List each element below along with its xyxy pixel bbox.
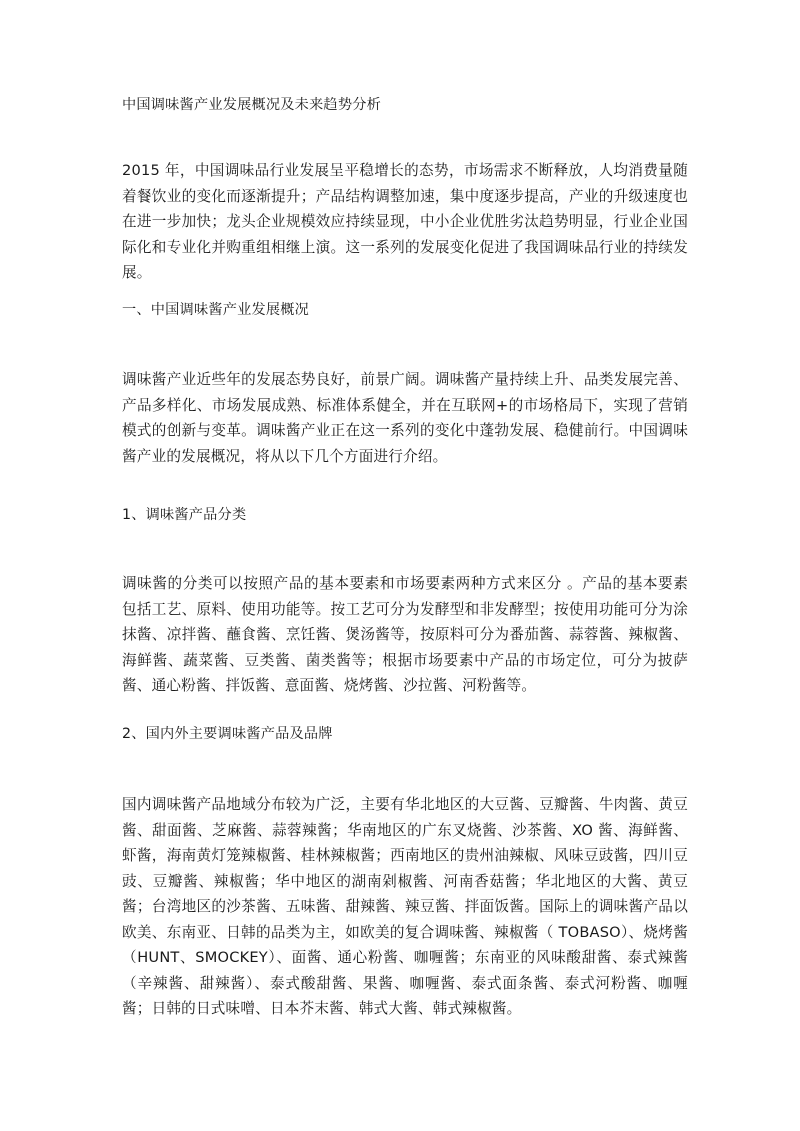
subsection-heading-classification: 1、调味酱产品分类 bbox=[122, 507, 247, 523]
subsection-heading-brands: 2、国内外主要调味酱产品及品牌 bbox=[122, 726, 333, 742]
brands-paragraph: 国内调味酱产品地域分布较为广泛，主要有华北地区的大豆酱、豆瓣酱、牛肉酱、黄豆酱、甜面酱、芝麻酱、蒜蓉辣酱；华南地区的广东叉烧酱、沙茶酱、XO 酱、海鲜酱、虾酱，海南黄灯笼辣椒酱、桂林辣椒酱；西南地区的贵州油辣椒、风味豆豉酱，四川豆豉、豆瓣酱、辣椒酱；华中地区的湖南剁椒酱、河南香菇酱；华北地区的大酱、黄豆酱；台湾地区的沙茶酱、五味酱、甜辣酱、辣豆酱、拌面饭酱。国际上的调味酱产品以欧美、东南亚、日韩的品类为主，如欧美的复合调味酱、辣椒酱（ TOBASO）、烧烤酱（HUNT、SMOCKEY）、面酱、通心粉酱、咖喱酱；东南亚的风味酸甜酱、泰式辣酱（辛辣酱、甜辣酱）、泰式酸甜酱、果酱、咖喱酱、泰式面条酱、泰式河粉酱、咖喱酱；日韩的日式味噌、日本芥末酱、韩式大酱、韩式辣椒酱。 bbox=[122, 796, 688, 1017]
document-title: 中国调味酱产业发展概况及未来趋势分析 bbox=[122, 97, 381, 113]
intro-paragraph: 2015 年，中国调味品行业发展呈平稳增长的态势，市场需求不断释放，人均消费量随着餐饮业的变化而逐渐提升；产品结构调整加速，集中度逐步提高，产业的升级速度也在进一步加快；龙头企业规模效应持续显现，中小企业优胜劣汰趋势明显，行业企业国际化和专业化并购重组相继上演。这一系列的发展变化促进了我国调味品行业的持续发展。 bbox=[122, 162, 688, 281]
section-heading-overview: 一、中国调味酱产业发展概况 bbox=[122, 302, 310, 318]
overview-paragraph: 调味酱产业近些年的发展态势良好，前景广阔。调味酱产量持续上升、品类发展完善、产品多样化、市场发展成熟、标准体系健全，并在互联网+的市场格局下，实现了营销模式的创新与变革。调味酱产业正在这一系列的变化中蓬勃发展、稳健前行。中国调味酱产业的发展概况，将从以下几个方面进行介绍。 bbox=[122, 371, 688, 465]
classification-paragraph: 调味酱的分类可以按照产品的基本要素和市场要素两种方式来区分 。产品的基本要素包括工艺、原料、使用功能等。按工艺可分为发酵型和非发酵型；按使用功能可分为涂抹酱、凉拌酱、蘸食酱、烹饪酱、煲汤酱等，按原料可分为番茄酱、蒜蓉酱、辣椒酱、海鲜酱、蔬菜酱、豆类酱、菌类酱等；根据市场要素中产品的市场定位，可分为披萨酱、通心粉酱、拌饭酱、意面酱、烧烤酱、沙拉酱、河粉酱等。 bbox=[122, 575, 688, 694]
